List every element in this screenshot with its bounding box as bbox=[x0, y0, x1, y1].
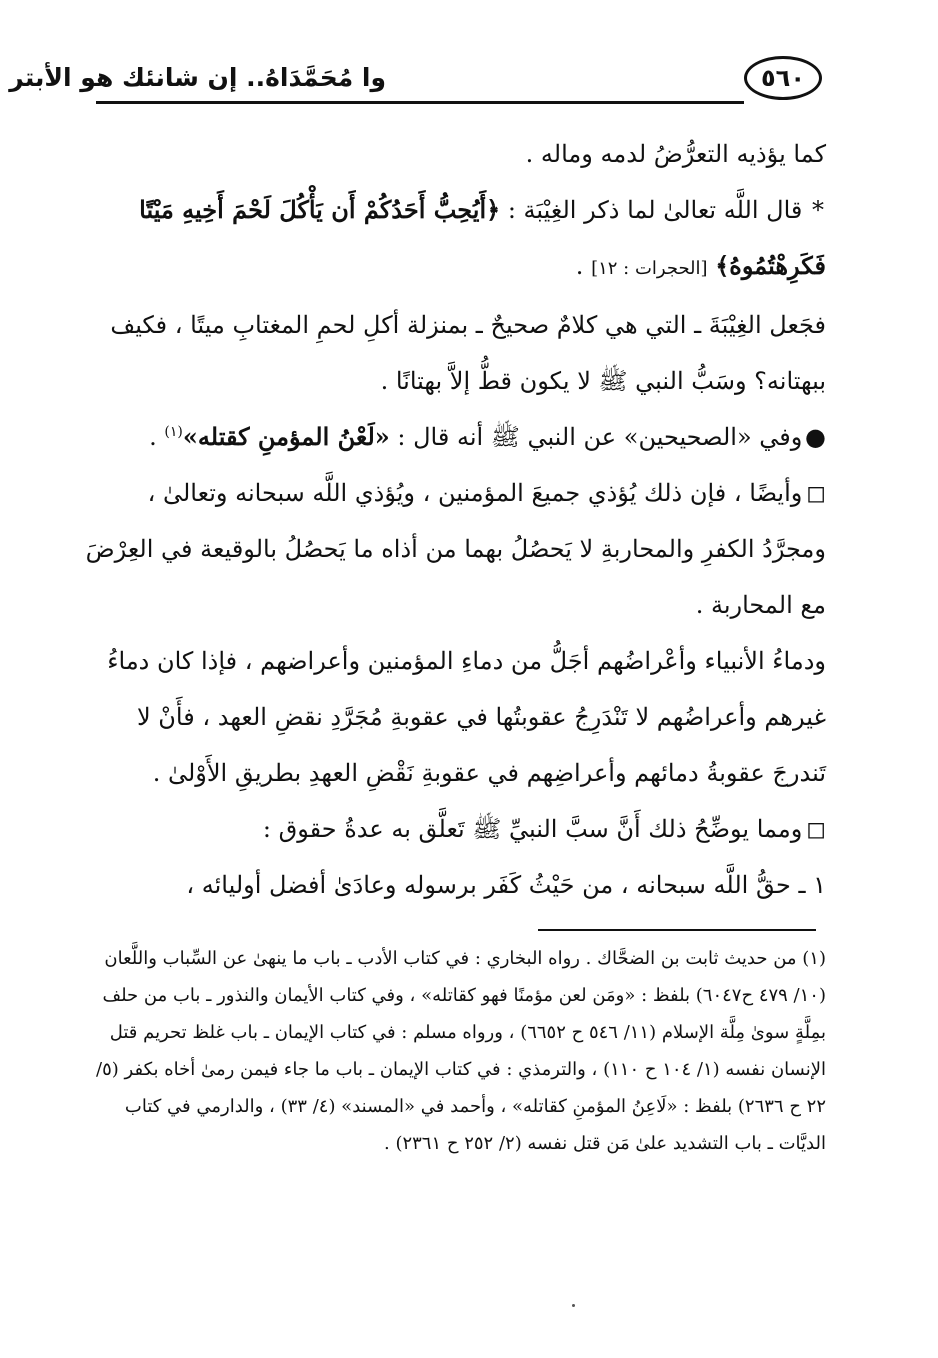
page-number: ٥٦٠ bbox=[744, 56, 822, 100]
paragraph-6: ودماءُ الأنبياء وأعْراضُهم أجَلُّ من دماءِ المؤمنين وأعراضهم ، فإذا كان دماءُ غيرهم وأعراضُهم لا تَنْدَرِجُ عقوبتُها في عقوبةِ مُجَرَّدِ نقضِ العهد ، فأَنْ لا تَندرجَ عقوبةُ دمائهم وأعراضِهم في عقوبةِ نَقْضِ العهدِ بطريقِ الأَوْلىٰ . bbox=[107, 647, 826, 787]
hadith-quote: «لَعْنُ المؤمنِ كقتله» bbox=[182, 422, 390, 451]
paragraph-4-text: وفي «الصحيحين» عن النبي ﷺ أنه قال : bbox=[397, 423, 803, 451]
footnote-marker[interactable]: (١) bbox=[164, 424, 183, 440]
paragraph-2-end: . bbox=[575, 252, 584, 280]
quran-verse: ﴿أَيُحِبُّ أَحَدُكُمْ أَن يَأْكُلَ لَحْمَ أَخِيهِ مَيْتًا فَكَرِهْتُمُوهُ﴾ bbox=[139, 195, 826, 280]
paragraph-7 bbox=[84, 801, 826, 857]
paragraph-2 bbox=[84, 182, 826, 297]
paragraph-5 bbox=[84, 465, 826, 633]
running-header bbox=[9, 56, 830, 108]
square-bullet-icon: ◻ bbox=[806, 479, 826, 507]
paragraph-7-text: ومما يوضِّحُ ذلك أَنَّ سبَّ النبيِّ ﷺ تَعلَّق به عدةُ حقوق : bbox=[262, 815, 803, 843]
paragraph-3: فجَعل الغِيْبَةَ ـ التي هي كلامٌ صحيحٌ ـ بمنزلة أكلِ لحمِ المغتابِ ميتًا ، فكيف ببهتانه؟ وسَبُّ النبي ﷺ لا يكون قطُّ إلاَّ بهتانًا . bbox=[110, 311, 826, 395]
paragraph-2-text: قال اللَّه تعالىٰ لما ذكر الغِيْبَة : bbox=[507, 196, 803, 224]
asterisk-icon: * bbox=[812, 196, 824, 224]
bullet-dot-icon: ● bbox=[805, 423, 826, 451]
paragraph-4-end: . bbox=[149, 423, 157, 451]
paragraph-8: ١ ـ حقُّ اللَّه سبحانه ، من حَيْثُ كَفَر برسوله وعادَىٰ أفضل أوليائه ، bbox=[186, 871, 826, 899]
paragraph-1: كما يؤذيه التعرُّضُ لدمه وماله . bbox=[525, 140, 826, 168]
page-speck bbox=[572, 1304, 575, 1307]
paragraph-5-text: وأيضًا ، فإن ذلك يُؤذي جميعَ المؤمنين ، ويُؤذي اللَّه سبحانه وتعالىٰ ، ومجرَّدُ الكفرِ والمحاربةِ لا يَحصُلُ بهما من أذاه ما يَحصُلُ بالوقيعة في العِرْضَ مع المحاربة . bbox=[85, 479, 826, 619]
main-text bbox=[84, 126, 826, 913]
header-rule bbox=[96, 101, 744, 104]
paragraph-4 bbox=[84, 409, 826, 465]
footnote-text: (١) من حديث ثابت بن الضحَّاك . رواه البخاري : في كتاب الأدب ـ باب ما ينهىٰ عن السِّباب واللَّعان (١٠/ ٤٧٩ ح٦٠٤٧) بلفظ : «ومَن لعن مؤمنًا فهو كقاتله» ، وفي كتاب الأيمان والنذور ـ باب من حلف بمِلَّةٍ سوىٰ مِلَّة الإسلام (١١/ ٥٤٦ ح ٦٦٥٢) ، ورواه مسلم : في كتاب الإيمان ـ باب غلظ تحريم قتل الإنسان نفسه (١/ ١٠٤ ح ١١٠) ، والترمذي : في كتاب الإيمان ـ باب ما جاء فيمن رمىٰ أخاه بكفر (٥/ ٢٢ ح ٢٦٣٦) بلفظ : «لَاعِنُ المؤمنِ كقاتله» ، وأحمد في «المسند» (٤/ ٣٣) ، والدارمي في كتاب الديَّات ـ باب التشديد علىٰ مَن قتل نفسه (٢/ ٢٥٢ ح ٢٣٦١) . bbox=[96, 948, 826, 1154]
footnote bbox=[84, 940, 826, 1162]
footnote-divider bbox=[538, 929, 816, 931]
square-bullet-icon: ◻ bbox=[806, 815, 826, 843]
verse-reference: [الحجرات : ١٢] bbox=[591, 258, 708, 279]
running-title: وا مُحَمَّدَاهُ.. إن شانئك هو الأبتر bbox=[9, 63, 386, 92]
